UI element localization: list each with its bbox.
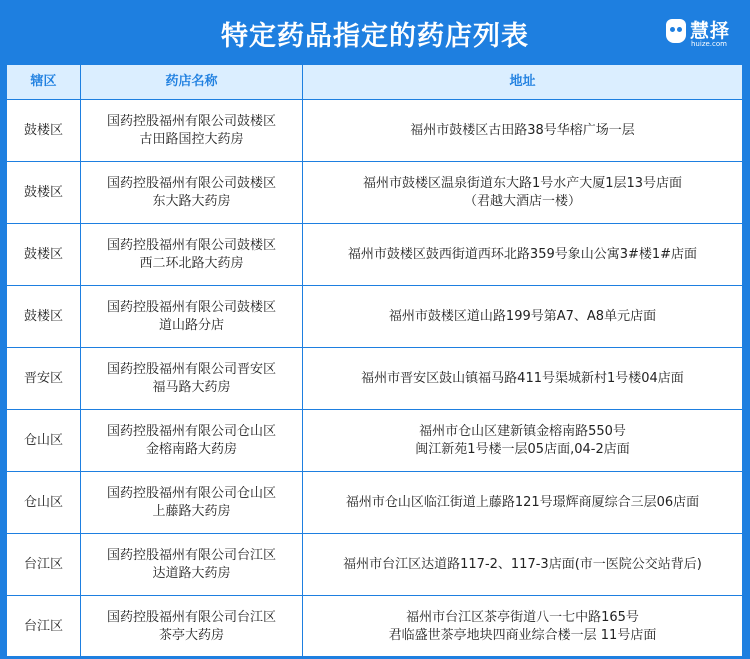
cell-district: 仓山区	[7, 472, 81, 534]
table-row	[7, 410, 743, 472]
address-line: 福州市鼓楼区道山路199号第A7、A8单元店面	[388, 308, 657, 324]
column-header-name: 药店名称	[81, 65, 303, 100]
cell-pharmacy-name	[81, 472, 303, 534]
cell-pharmacy-name	[81, 596, 303, 658]
cell-district: 鼓楼区	[7, 100, 81, 162]
cell-address	[303, 162, 743, 224]
cell-district: 晋安区	[7, 348, 81, 410]
pharmacy-table	[6, 64, 743, 658]
address-line: 福州市台江区茶亭街道八一七中路165号	[406, 609, 639, 625]
pharmacy-name-line: 国药控股福州有限公司台江区	[106, 547, 276, 563]
column-header-district: 辖区	[7, 65, 81, 100]
pharmacy-name-line: 国药控股福州有限公司仓山区	[106, 485, 276, 501]
cell-address	[303, 596, 743, 658]
pharmacy-name-line: 国药控股福州有限公司台江区	[106, 609, 276, 625]
table-row	[7, 224, 743, 286]
cell-address	[303, 410, 743, 472]
column-header-address: 地址	[303, 65, 743, 100]
address-line: 福州市仓山区临江街道上藤路121号璟辉商厦综合三层06店面	[345, 494, 700, 510]
cell-pharmacy-name	[81, 100, 303, 162]
cell-pharmacy-name	[81, 286, 303, 348]
cell-pharmacy-name	[81, 534, 303, 596]
address-line: （君越大酒店一楼）	[463, 193, 581, 209]
pharmacy-name-line: 道山路分店	[158, 317, 224, 333]
cell-district: 鼓楼区	[7, 224, 81, 286]
logo-text: 慧择	[690, 20, 731, 42]
cell-pharmacy-name	[81, 410, 303, 472]
pharmacy-name-line: 达道路大药房	[152, 565, 231, 581]
pharmacy-name-line: 金榕南路大药房	[145, 441, 237, 457]
table-row	[7, 100, 743, 162]
pharmacy-name-line: 上藤路大药房	[152, 503, 231, 519]
pharmacy-table-container	[6, 64, 742, 656]
table-row	[7, 596, 743, 658]
logo-subtext: huize.com	[691, 40, 727, 48]
cell-address	[303, 472, 743, 534]
logo	[666, 17, 738, 51]
address-line: 闽江新苑1号楼一层05店面,04-2店面	[415, 441, 630, 457]
table-row	[7, 286, 743, 348]
table-row	[7, 534, 743, 596]
table-body	[7, 100, 743, 658]
cell-pharmacy-name	[81, 348, 303, 410]
cell-address	[303, 348, 743, 410]
cell-district: 仓山区	[7, 410, 81, 472]
cell-district: 台江区	[7, 534, 81, 596]
address-line: 福州市仓山区建新镇金榕南路550号	[419, 423, 626, 439]
page-title: 特定药品指定的药店列表	[221, 21, 529, 52]
cell-district: 台江区	[7, 596, 81, 658]
pharmacy-name-line: 国药控股福州有限公司鼓楼区	[106, 299, 276, 315]
pharmacy-name-line: 茶亭大药房	[158, 627, 224, 643]
pharmacy-name-line: 国药控股福州有限公司晋安区	[106, 361, 276, 377]
cell-address	[303, 224, 743, 286]
cell-address	[303, 286, 743, 348]
pharmacy-name-line: 古田路国控大药房	[139, 131, 244, 147]
pharmacy-name-line: 国药控股福州有限公司鼓楼区	[106, 175, 276, 191]
pharmacy-name-line: 福马路大药房	[152, 379, 231, 395]
cell-district: 鼓楼区	[7, 162, 81, 224]
address-line: 福州市台江区达道路117-2、117-3店面(市一医院公交站背后)	[343, 556, 702, 572]
header	[0, 0, 750, 64]
pharmacy-name-line: 国药控股福州有限公司鼓楼区	[106, 237, 276, 253]
address-line: 福州市晋安区鼓山镇福马路411号渠城新村1号楼04店面	[361, 370, 684, 386]
cell-address	[303, 534, 743, 596]
cell-address	[303, 100, 743, 162]
table-row	[7, 472, 743, 534]
table-row	[7, 348, 743, 410]
address-line: 福州市鼓楼区温泉街道东大路1号水产大厦1层13号店面	[362, 175, 683, 191]
pharmacy-name-line: 国药控股福州有限公司鼓楼区	[106, 113, 276, 129]
address-line: 福州市鼓楼区古田路38号华榕广场一层	[410, 122, 635, 138]
pharmacy-name-line: 西二环北路大药房	[139, 255, 244, 271]
pharmacy-name-line: 国药控股福州有限公司仓山区	[106, 423, 276, 439]
address-line: 君临盛世茶亭地块四商业综合楼一层 11号店面	[388, 627, 657, 643]
logo-mascot-icon	[666, 19, 686, 43]
pharmacy-name-line: 东大路大药房	[152, 193, 231, 209]
cell-pharmacy-name	[81, 162, 303, 224]
table-header-row	[7, 65, 743, 100]
table-row	[7, 162, 743, 224]
cell-pharmacy-name	[81, 224, 303, 286]
address-line: 福州市鼓楼区鼓西街道西环北路359号象山公寓3#楼1#店面	[347, 246, 698, 262]
cell-district: 鼓楼区	[7, 286, 81, 348]
